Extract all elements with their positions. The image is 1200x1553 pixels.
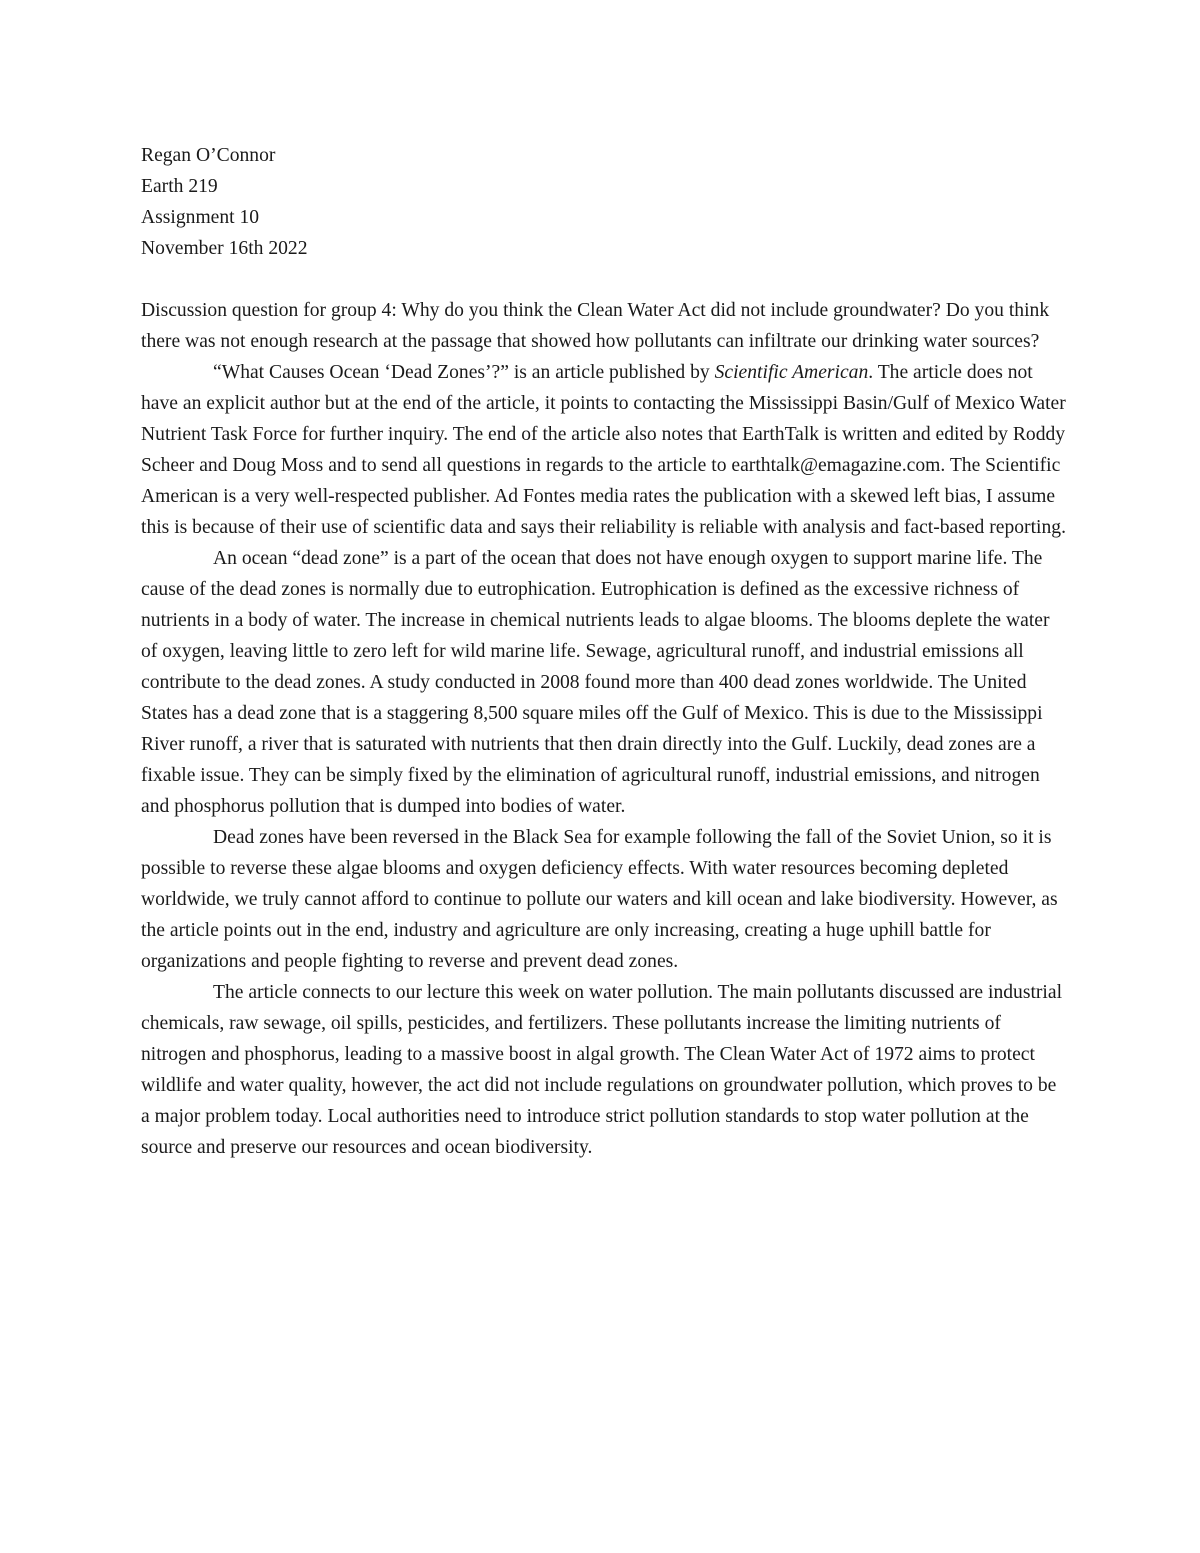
document-body [141, 140, 1066, 1163]
assignment-title: Assignment 10 [141, 207, 260, 228]
header-spacer [141, 264, 1066, 295]
paragraph-article-source [141, 357, 1066, 543]
paragraph-lecture-connection: The article connects to our lecture this week on water pollution. The main pollutants discussed are industrial chemicals, raw sewage, oil spills, pesticides, and fertilizers. These pollutants increase the limiting nutrients of nitrogen and phosphorus, leading to a massive boost in algal growth. The Clean Water Act of 1972 aims to protect wildlife and water quality, however, the act did not include regulations on groundwater pollution, which proves to be a major problem today. Local authorities need to introduce strict pollution standards to stop water pollution at the source and preserve our resources and ocean biodiversity. [141, 982, 1063, 1158]
document-date: November 16th 2022 [141, 238, 308, 259]
course-name: Earth 219 [141, 176, 218, 197]
paragraph-1-lead: “What Causes Ocean ‘Dead Zones’?” is an article published by [213, 362, 715, 383]
paragraph-1-rest: . The article does not have an explicit author but at the end of the article, it points to contacting the Mississippi Basin/Gulf of Mexico Water Nutrient Task Force for further inquiry. The end of the article also notes that EarthTalk is written and edited by Roddy Scheer and Doug Moss and to send all questions in regards to the article to earthtalk@emagazine.com. The Scientific American is a very well-respected publisher. Ad Fontes media rates the publication with a skewed left bias, I assume this is because of their use of scientific data and says their reliability is reliable with analysis and fact-based reporting. [141, 362, 1066, 538]
paragraph-dead-zone-definition: An ocean “dead zone” is a part of the ocean that does not have enough oxygen to support marine life. The cause of the dead zones is normally due to eutrophication. Eutrophication is defined as the excessive richness of nutrients in a body of water. The increase in chemical nutrients leads to algae blooms. The blooms deplete the water of oxygen, leaving little to zero left for wild marine life. Sewage, agricultural runoff, and industrial emissions all contribute to the dead zones. A study conducted in 2008 found more than 400 dead zones worldwide. The United States has a dead zone that is a staggering 8,500 square miles off the Gulf of Mexico. This is due to the Mississippi River runoff, a river that is saturated with nutrients that then drain directly into the Gulf. Luckily, dead zones are a fixable issue. They can be simply fixed by the elimination of agricultural runoff, industrial emissions, and nitrogen and phosphorus pollution that is dumped into bodies of water. [141, 548, 1050, 817]
publication-name: Scientific American [714, 362, 869, 383]
paragraph-reversal: Dead zones have been reversed in the Black Sea for example following the fall of the Soviet Union, so it is possible to reverse these algae blooms and oxygen deficiency effects. With water resources becoming depleted worldwide, we truly cannot afford to continue to pollute our waters and kill ocean and lake biodiversity. However, as the article points out in the end, industry and agriculture are only increasing, creating a huge uphill battle for organizations and people fighting to reverse and prevent dead zones. [141, 827, 1058, 972]
author-name: Regan O’Connor [141, 145, 276, 166]
discussion-question: Discussion question for group 4: Why do you think the Clean Water Act did not include groundwater? Do you think there was not enough research at the passage that showed how pollutants can infiltrate our drinking water sources? [141, 300, 1050, 352]
